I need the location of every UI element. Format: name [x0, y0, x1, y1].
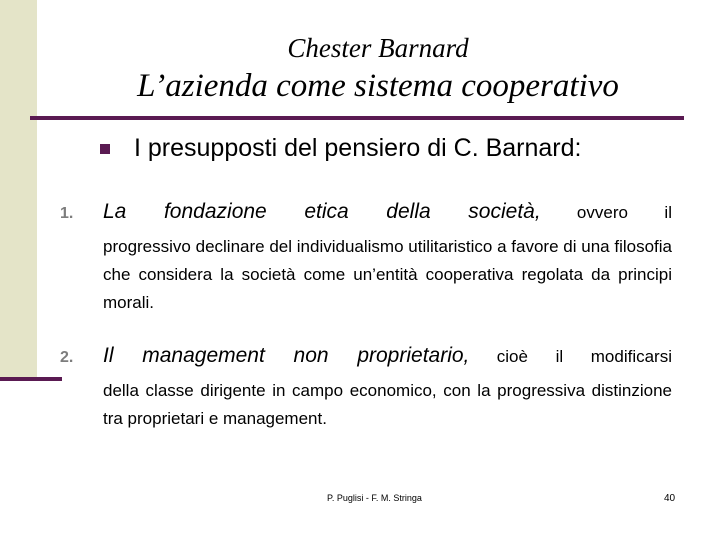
side-decoration-rule	[0, 377, 62, 381]
item-heading	[103, 200, 672, 224]
item-lead: La fondazione etica della società,	[103, 200, 541, 223]
item-body: progressivo declinare del individualismo utilitaristico a favore di una filosofia che considera la società come un’entità cooperativa regolata da principi morali.	[103, 237, 672, 312]
intro-bullet-text: I presupposti del pensiero di C. Barnard:	[134, 134, 582, 162]
intro-bullet	[100, 134, 581, 163]
slide-title	[0, 30, 720, 106]
item-lead: Il management non proprietario,	[103, 344, 470, 367]
item-body: della classe dirigente in campo economico, con la progressiva distinzione tra proprietari e management.	[103, 381, 672, 428]
item-number: 1.	[60, 205, 74, 222]
square-bullet-icon	[100, 144, 110, 154]
footer-author: P. Puglisi - F. M. Stringa	[327, 493, 422, 503]
title-line-2: L’azienda come sistema cooperativo	[137, 68, 619, 104]
item-number: 2.	[60, 349, 74, 366]
title-line-1: Chester Barnard	[287, 33, 469, 63]
page-number: 40	[664, 493, 676, 504]
item-lead-continuation: ovvero il	[576, 203, 672, 222]
item-heading	[103, 344, 672, 368]
title-underline	[30, 116, 684, 120]
item-lead-continuation: cioè il modificarsi	[496, 347, 672, 366]
